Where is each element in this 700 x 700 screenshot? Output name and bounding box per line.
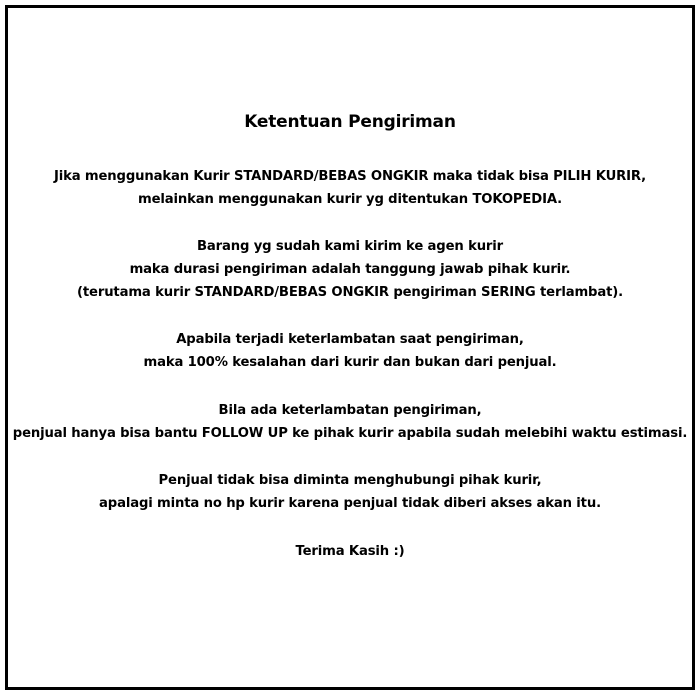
paragraph-follow-up [8,399,692,445]
paragraph-closing [8,540,692,563]
text-line: Apabila terjadi keterlambatan saat pengiriman, [176,332,524,347]
text-line: maka durasi pengiriman adalah tanggung jawab pihak kurir. [129,262,571,277]
document-title: Ketentuan Pengiriman [244,112,456,132]
text-line: apalagi minta no hp kurir karena penjual tidak diberi akses akan itu. [99,496,601,511]
paragraph-courier-selection [8,165,692,211]
text-line: Penjual tidak bisa diminta menghubungi pihak kurir, [158,473,542,488]
text-line: melainkan menggunakan kurir yg ditentukan TOKOPEDIA. [137,192,562,207]
text-line: Bila ada keterlambatan pengiriman, [218,403,482,418]
document-frame [5,5,695,690]
paragraph-delivery-responsibility [8,235,692,304]
text-line: Jika menggunakan Kurir STANDARD/BEBAS ONGKIR maka tidak bisa PILIH KURIR, [53,169,647,184]
text-line: (terutama kurir STANDARD/BEBAS ONGKIR pengiriman SERING terlambat). [77,285,623,300]
paragraph-delay-fault [8,328,692,374]
text-line: Barang yg sudah kami kirim ke agen kurir [196,239,504,254]
closing-text: Terima Kasih :) [295,544,405,559]
text-line: maka 100% kesalahan dari kurir dan bukan dari penjual. [143,355,557,370]
text-line: penjual hanya bisa bantu FOLLOW UP ke pihak kurir apabila sudah melebihi waktu estimasi. [12,426,688,441]
paragraph-contact-courier [8,469,692,515]
